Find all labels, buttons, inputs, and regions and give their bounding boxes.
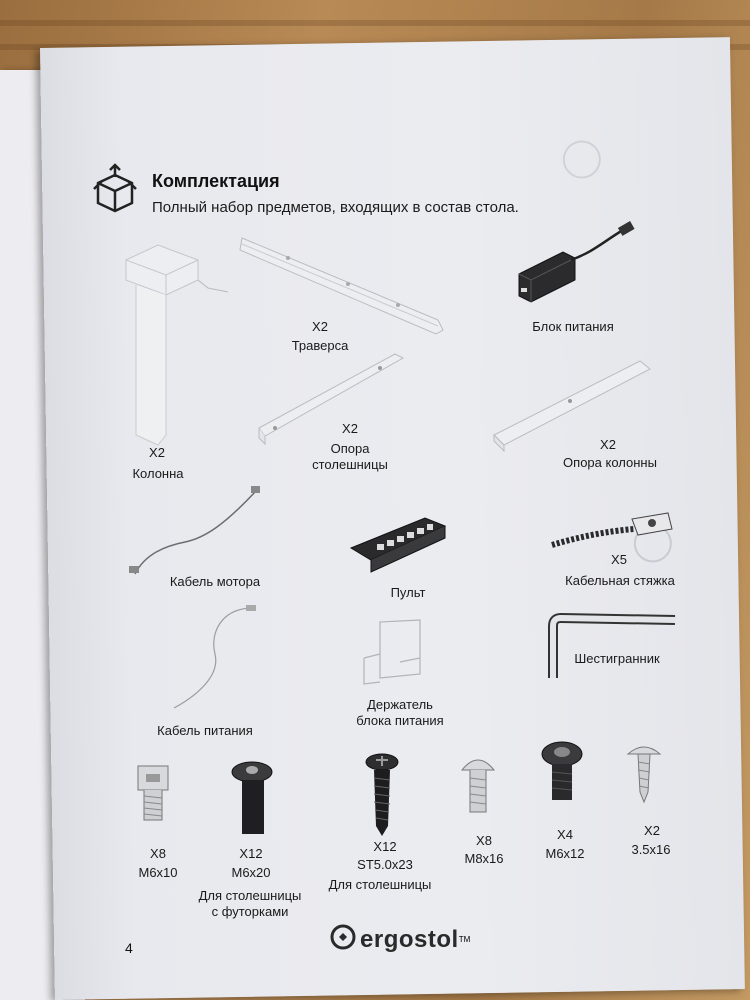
column-support-illustration — [490, 355, 660, 460]
screw-qty: X12 — [239, 846, 263, 861]
power-cable-label: Кабель питания — [157, 723, 253, 738]
screw-size: M8x16 — [464, 851, 504, 866]
top-support-label-2: столешницы — [312, 457, 388, 472]
bleed-through — [562, 139, 603, 183]
power-supply-label: Блок питания — [532, 319, 614, 334]
screw-size: ST5.0x23 — [357, 857, 413, 872]
column-support-label: Опора колонны — [563, 455, 657, 470]
screw-qty: X8 — [476, 833, 492, 848]
page-number: 4 — [125, 940, 133, 956]
screw-3-5x16-illustration — [624, 740, 664, 815]
logo-icon — [330, 924, 356, 955]
screw-note: Для столешницы — [198, 888, 302, 903]
page-title: Комплектация — [152, 171, 280, 191]
brand-logo — [330, 924, 470, 955]
screw-qty: X12 — [373, 839, 397, 854]
screw-m6x10-illustration — [130, 762, 180, 837]
column-illustration — [118, 240, 238, 455]
power-supply-illustration — [513, 222, 643, 317]
column-qty: X2 — [149, 445, 165, 460]
traverse-label: Траверса — [291, 338, 349, 353]
hex-key-label: Шестигранник — [574, 651, 660, 666]
cable-tie-label: Кабельная стяжка — [565, 573, 675, 588]
screw-note: с футорками — [211, 904, 289, 919]
box-icon — [90, 163, 140, 218]
psu-holder-illustration — [360, 618, 440, 698]
traverse-qty: X2 — [312, 319, 328, 334]
top-support-qty: X2 — [342, 421, 358, 436]
screw-st5-illustration — [362, 752, 402, 847]
psu-holder-label-1: Держатель — [367, 697, 433, 712]
power-cable-illustration — [160, 604, 270, 719]
remote-label: Пульт — [390, 585, 426, 600]
screw-size: M6x12 — [545, 846, 585, 861]
screw-size: M6x20 — [231, 865, 271, 880]
screw-size: M6x10 — [138, 865, 178, 880]
screw-qty: X2 — [644, 823, 660, 838]
remote-illustration — [345, 512, 455, 587]
page-subtitle: Полный набор предметов, входящих в состав стола. — [152, 199, 519, 216]
screw-qty: X4 — [557, 827, 573, 842]
screw-size: 3.5x16 — [631, 842, 671, 857]
top-support-label-1: Опора — [330, 441, 370, 456]
cable-tie-qty: X5 — [611, 552, 627, 567]
psu-holder-label-2: блока питания — [356, 713, 444, 728]
screw-m6x20-illustration — [228, 760, 278, 845]
motor-cable-label: Кабель мотора — [169, 574, 261, 589]
screw-qty: X8 — [150, 846, 166, 861]
brand-name: ergostol — [360, 925, 459, 953]
column-support-qty: X2 — [600, 437, 616, 452]
screw-m6x12-illustration — [538, 740, 588, 815]
column-label: Колонна — [132, 466, 184, 481]
screw-note: Для столешницы — [328, 877, 432, 892]
screw-m8x16-illustration — [458, 750, 498, 825]
wood-grain — [0, 20, 750, 26]
trademark: TM — [458, 935, 471, 944]
